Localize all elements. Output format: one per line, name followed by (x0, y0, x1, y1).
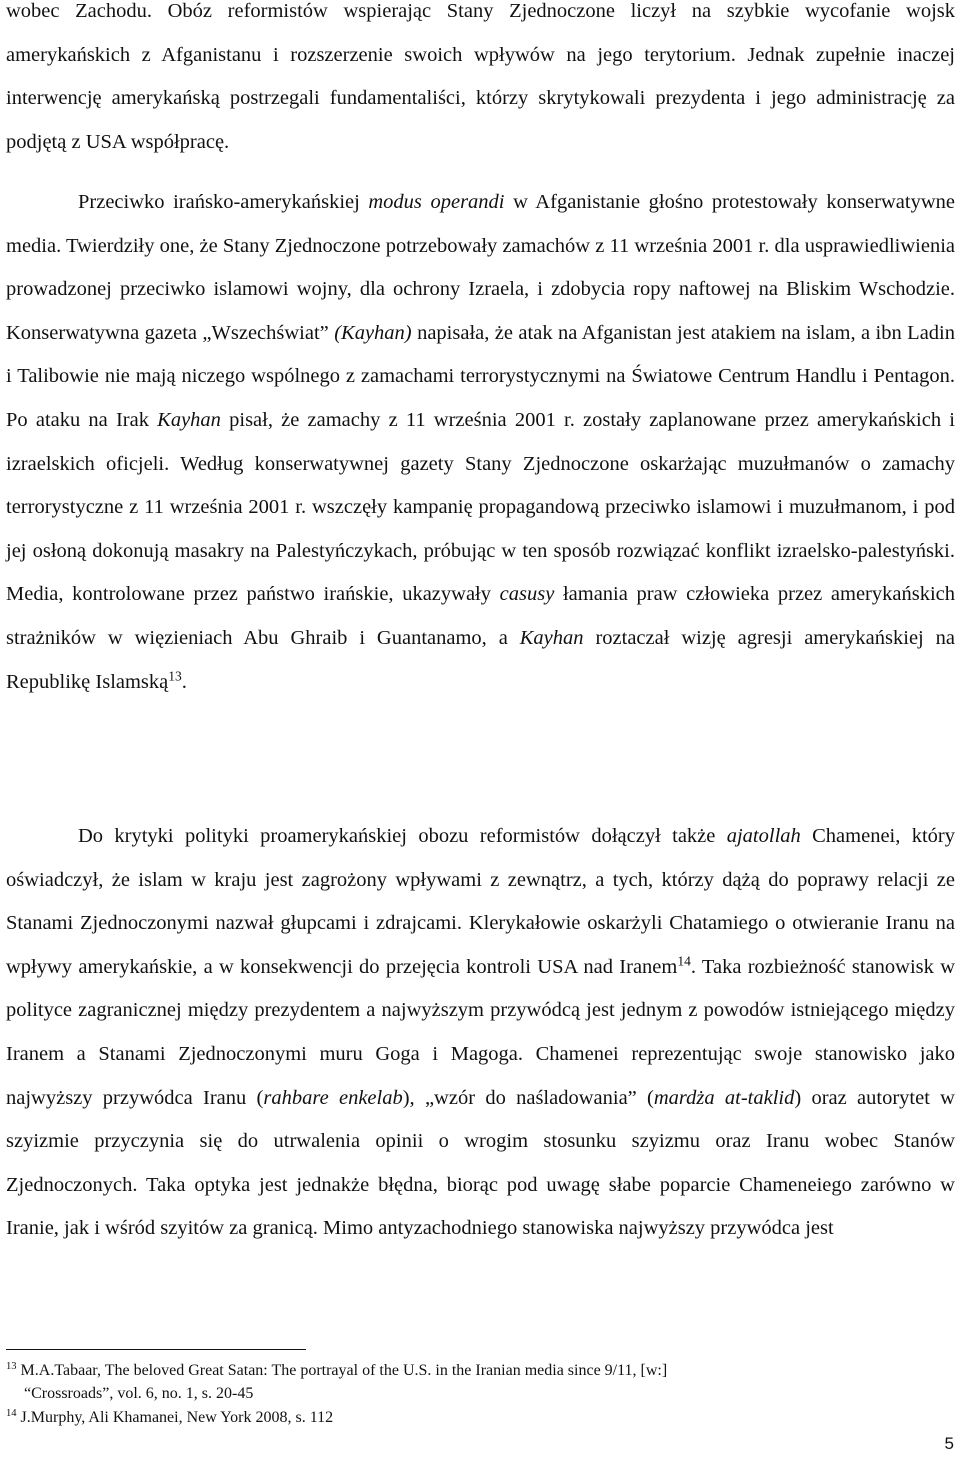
italic-term: Kayhan (519, 626, 584, 649)
italic-term: rahbare enkelab (263, 1086, 403, 1109)
footnote-14-text: J.Murphy, Ali Khamanei, New York 2008, s. 112 (16, 1409, 334, 1426)
footnote-14 (6, 1406, 955, 1429)
footnote-separator (6, 1349, 306, 1350)
italic-term: (Kayhan) (334, 321, 412, 344)
text-run: . Taka rozbieżność stanowisk w polityce zagranicznej między prezydentem a najwyższym przywódcą jest jednym z powodów istniejącego między Iranem a Stanami Zjednoczonymi muru Goga i Magoga. Chamenei reprezentując swoje stanowisko jako najwyższy przywódca Iranu ( (6, 955, 955, 1109)
footnote-13-text: M.A.Tabaar, The beloved Great Satan: The portrayal of the U.S. in the Iranian media since 9/11, [w:] (16, 1362, 668, 1379)
italic-term: casusy (499, 583, 555, 606)
text-run: Przeciwko irańsko-amerykańskiej (78, 191, 369, 213)
footnote-13-text-continued: “Crossroads”, vol. 6, no. 1, s. 20-45 (24, 1385, 254, 1402)
italic-term: Kayhan (157, 408, 221, 431)
text-run: w Afganistanie głośno protestowały konserwatywne media. Twierdziły one, że Stany Zjednoczone potrzebowały zamachów z 11 września 2001 r. dla usprawiedliwienia prowadzonej przeciwko islamowi wojny, dla ochrony Izraela, i zdobycia ropy naftowej na Bliskim Wschodzie. Konserwatywna gazeta „Wszechświat” (6, 191, 955, 344)
page-number: 5 (944, 1434, 954, 1453)
text-run: napisała, że atak na Afganistan jest atakiem na islam, a ibn Ladin i Talibowie nie mają niczego wspólnego z zamachami terrorystycznymi na Światowe Centrum Handlu i Pentagon. Po ataku na Irak (6, 321, 955, 431)
footnote-13-number: 13 (6, 1361, 17, 1373)
text-run: . (181, 670, 187, 693)
paragraph-continuation (6, 0, 955, 164)
text-run: roztaczał wizję agresji amerykańskiej na Republikę Islamską (6, 626, 956, 693)
text-run: ), „wzór do naśladowania” ( (402, 1086, 654, 1109)
text-run: ) oraz autorytet w szyizmie przyczynia się do utrwalenia opinii o wrogim stosunku szyizmu oraz Iranu wobec Stanów Zjednoczonych. Taka optyka jest jednakże błędna, biorąc pod uwagę słabe poparcie Chameneiego zarówno w Iranie, jak i wśród szyitów za granicą. Mimo antyzachodniego stanowiska najwyższy przywódca jest (6, 1086, 955, 1240)
paragraph-khamenei-criticism (6, 815, 955, 1251)
text-run: pisał, że zamachy z 11 września 2001 r. zostały zaplanowane przez amerykańskich i izraelskich oficjeli. Według konserwatywnej gazety Stany Zjednoczone oskarżając muzułmanów o zamachy terrorystyczne z 11 września 2001 r. wszczęły kampanię propagandową przeciwko islamowi i muzułmanom, i pod jej osłoną dokonują masakry na Palestyńczykach, próbując w ten sposób rozwiązać konflikt izraelsko-palestyński. Media, kontrolowane przez państwo irańskie, ukazywały (6, 408, 955, 606)
italic-term: ajatollah (726, 825, 801, 847)
footnote-reference[interactable]: 13 (168, 668, 182, 684)
footnote-14-number: 14 (6, 1408, 17, 1420)
text-run: wobec Zachodu. Obóz reformistów wspierając Stany Zjednoczone liczył na szybkie wycofanie wojsk amerykańskich z Afganistanu i rozszerzenie swoich wpływów na jego terytorium. Jednak zupełnie inaczej interwencję amerykańską postrzegali fundamentaliści, którzy skrytykowali prezydenta i jego administrację za podjętą z USA współpracę. (6, 0, 955, 153)
italic-term: mardża at-taklid (653, 1086, 795, 1109)
paragraph-conservative-media (6, 181, 955, 704)
footnote-13 (6, 1359, 955, 1405)
text-run: Do krytyki polityki proamerykańskiej obozu reformistów dołączył także (78, 825, 727, 847)
text-run: łamania praw człowieka przez amerykańskich strażników w więzieniach Abu Ghraib i Guantanamo, a (6, 583, 955, 649)
italic-term: modus operandi (368, 191, 505, 213)
footnote-reference[interactable]: 14 (677, 953, 691, 969)
text-run: Chamenei, który oświadczył, że islam w kraju jest zagrożony wpływami z zewnątrz, a tych, którzy dążą do poprawy relacji ze Stanami Zjednoczonymi nazwał głupcami i zdrajcami. Klerykałowie oskarżyli Chatamiego o otwieranie Iranu na wpływy amerykańskie, a w konsekwencji do przejęcia kontroli USA nad Iranem (6, 825, 955, 978)
